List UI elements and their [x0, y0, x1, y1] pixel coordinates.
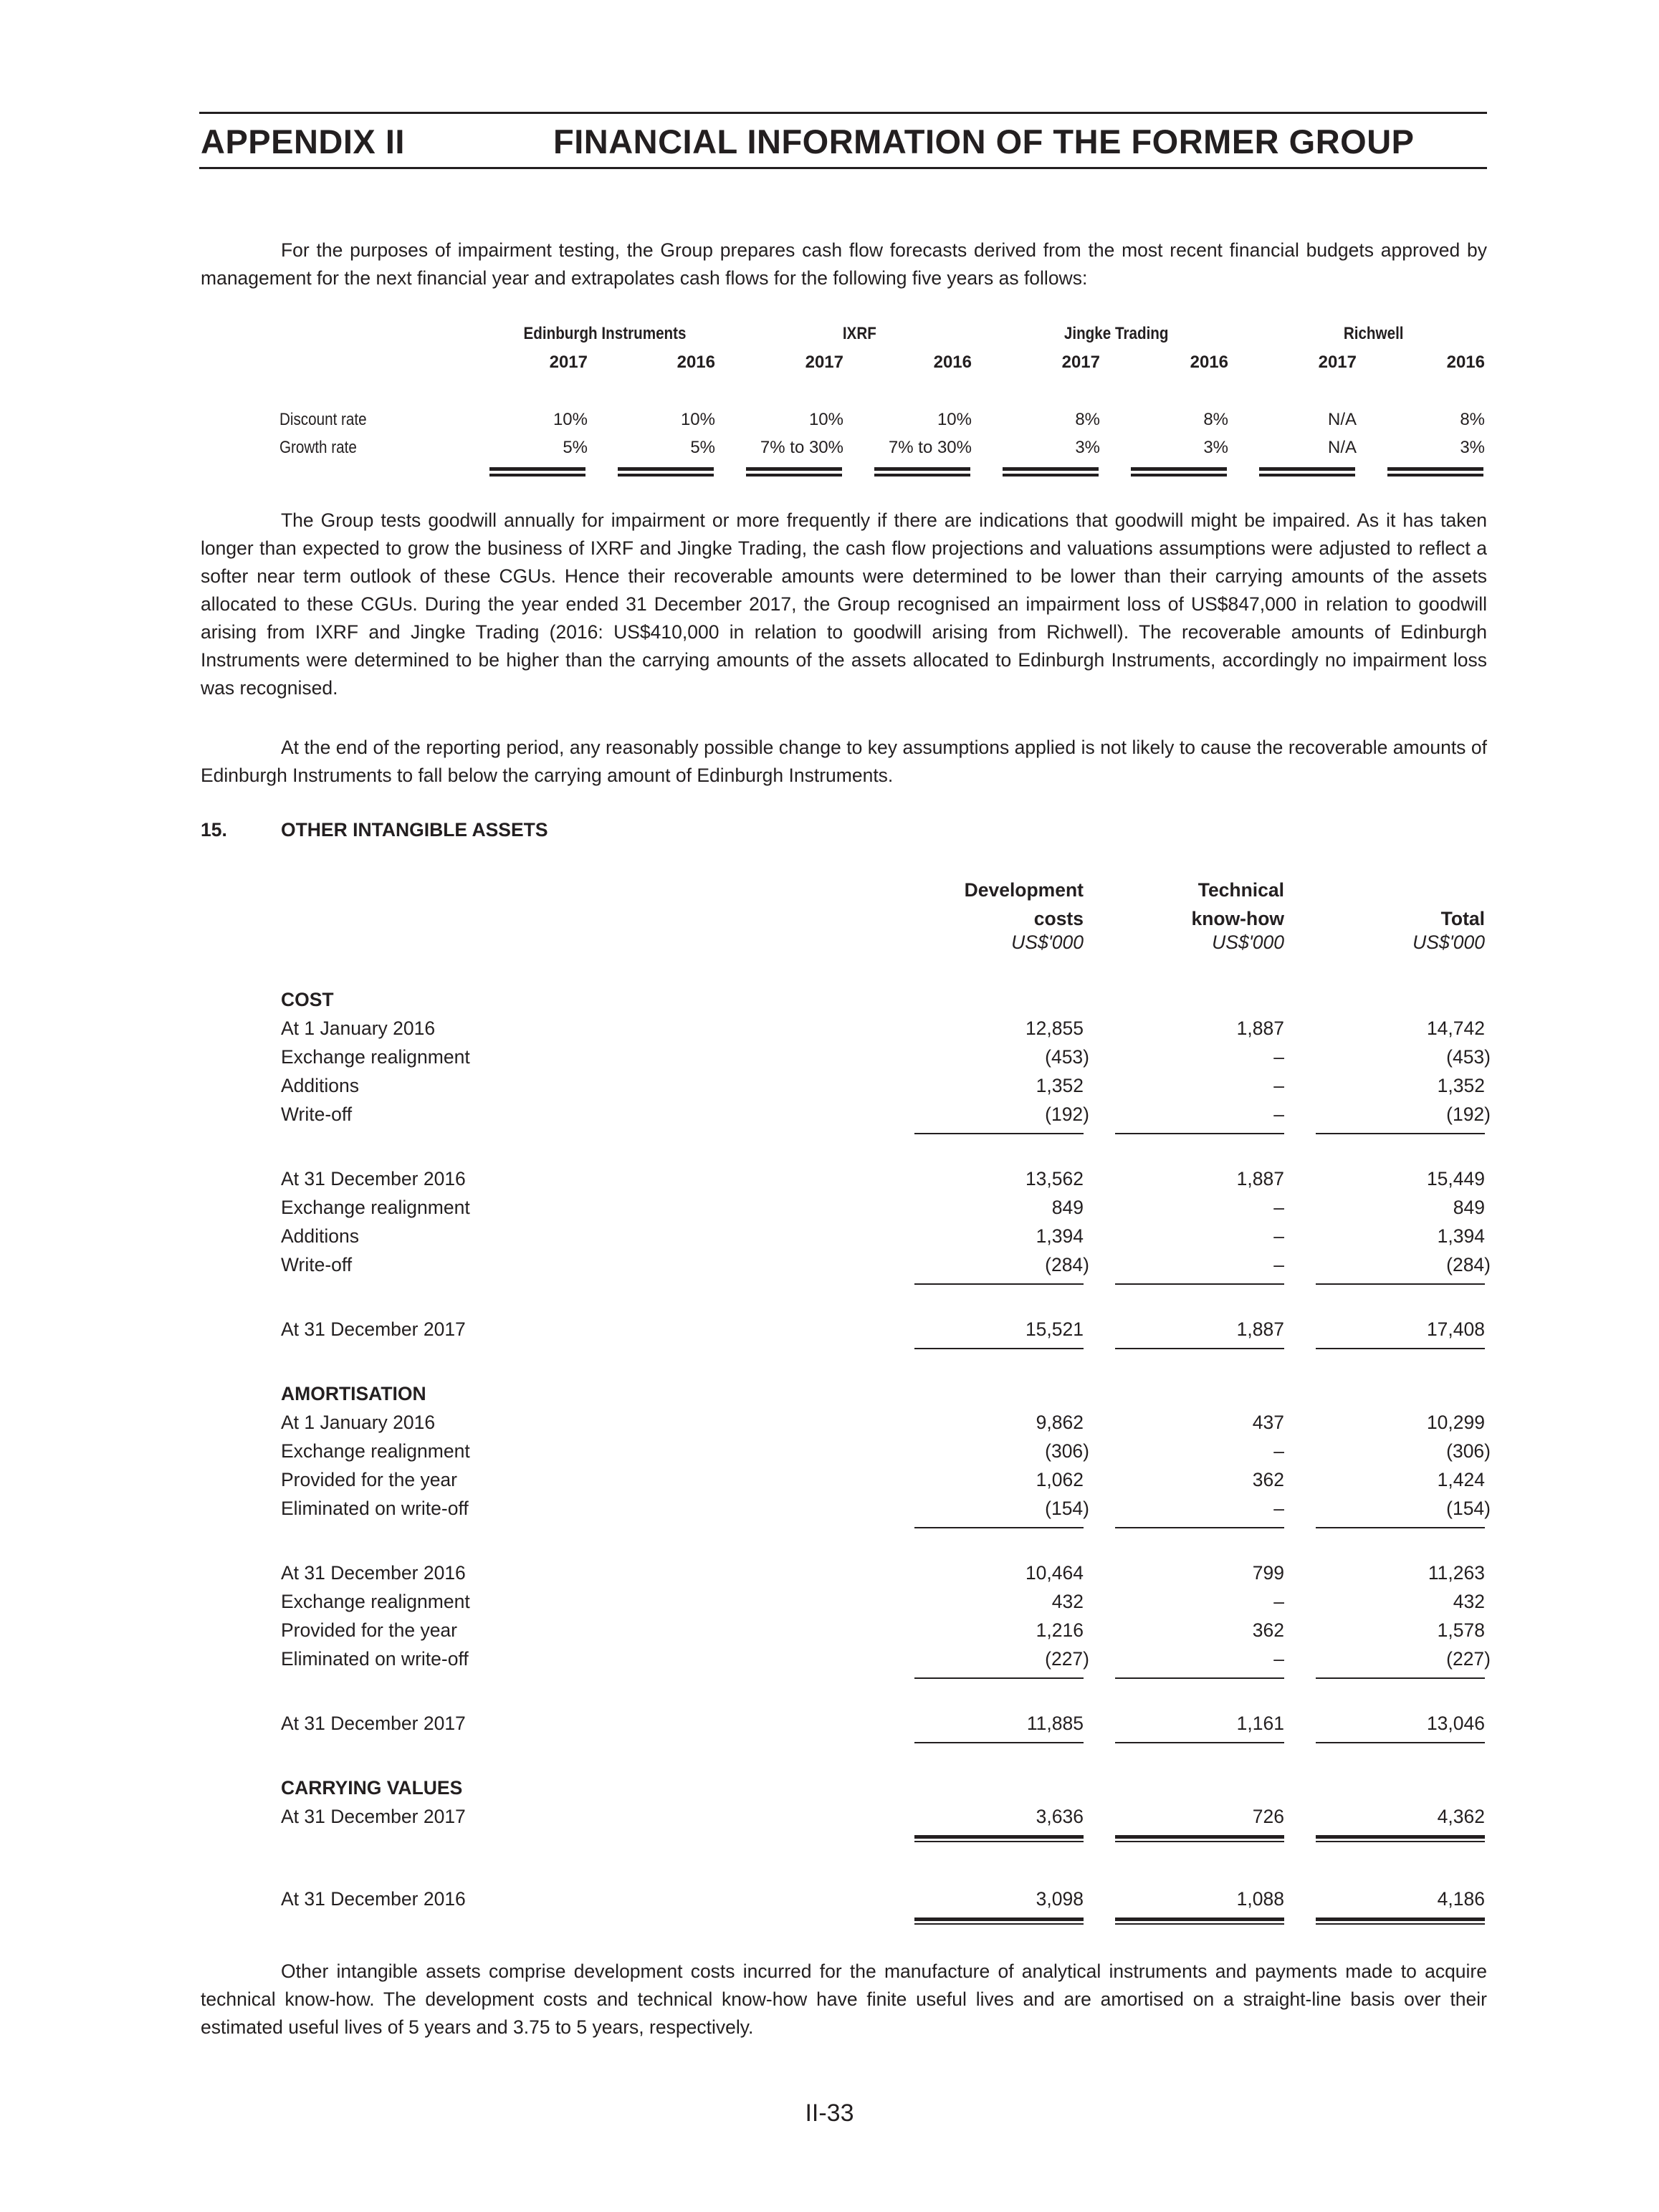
double-rule: [1131, 467, 1227, 477]
subtotal-rule: [1115, 1742, 1284, 1743]
subtotal-rule: [914, 1348, 1084, 1349]
subtotal-rule: [914, 1133, 1084, 1134]
table-cell: (453): [1446, 1046, 1491, 1068]
table-cell: 1,424: [1437, 1469, 1485, 1490]
subtotal-rule: [1316, 1677, 1485, 1679]
section-title: OTHER INTANGIBLE ASSETS: [281, 819, 548, 841]
subtotal-rule: [1115, 1677, 1284, 1679]
subtotal-rule: [914, 1283, 1084, 1285]
subtotal-rule: [914, 1677, 1084, 1679]
table-cell: 10,464: [1025, 1562, 1084, 1584]
table-cell: 1,887: [1236, 1018, 1284, 1039]
double-rule: [1259, 467, 1355, 477]
table-cell: 1,887: [1236, 1168, 1284, 1189]
subtotal-rule: [914, 1527, 1084, 1528]
column-header-line: costs: [1033, 908, 1084, 929]
table-cell: 8%: [1203, 410, 1228, 429]
table-cell: (284): [1446, 1254, 1491, 1275]
table-cell: 13,562: [1025, 1168, 1084, 1189]
table-cell: 1,394: [1437, 1225, 1485, 1247]
group-header-edinburgh: Edinburgh Instruments: [523, 324, 687, 343]
double-rule: [618, 467, 714, 477]
row-label: At 31 December 2016: [281, 1562, 466, 1584]
subtotal-rule: [1115, 1348, 1284, 1349]
row-label: At 31 December 2017: [281, 1318, 466, 1340]
table-cell: 9,862: [1036, 1412, 1084, 1433]
table-cell: –: [1273, 1440, 1284, 1462]
table-cell: 1,352: [1437, 1075, 1485, 1096]
row-label-discount-rate: Discount rate: [279, 410, 367, 429]
table-cell: (192): [1045, 1103, 1089, 1125]
double-rule: [1316, 1917, 1485, 1925]
table-cell: 11,263: [1428, 1562, 1485, 1584]
page-number: II-33: [805, 2100, 854, 2127]
table-cell: 11,885: [1026, 1713, 1084, 1734]
table-cell: –: [1273, 1498, 1284, 1519]
group-header-ixrf: IXRF: [842, 324, 876, 343]
table-cell: 1,578: [1437, 1619, 1485, 1641]
row-label: At 1 January 2016: [281, 1018, 436, 1039]
subtotal-rule: [1115, 1133, 1284, 1134]
table-cell: 7% to 30%: [888, 438, 972, 457]
column-header-development: [912, 876, 1084, 933]
cost-heading: COST: [281, 989, 334, 1010]
group-header-richwell: Richwell: [1343, 324, 1404, 343]
table-cell: 10,299: [1426, 1412, 1485, 1433]
table-cell: 12,855: [1025, 1018, 1084, 1039]
goodwill-text: The Group tests goodwill annually for impairment or more frequently if there are indications that goodwill might be impaired. As it has taken longer than expected to grow the business of IXRF and Jingke Trading, the cash flow projections and valuations assumptions were adjusted to reflect a softer near term outlook of these CGUs. Hence their recoverable amounts were determined to be lower than their carrying amounts of the assets allocated to these CGUs. During the year ended 31 December 2017, the Group recognised an impairment loss of US$847,000 in relation to goodwill arising from IXRF and Jingke Trading (2016: US$410,000 in relation to goodwill arising from Richwell). The recoverable amounts of Edinburgh Instruments were determined to be higher than the carrying amounts of the assets allocated to Edinburgh Instruments, accordingly no impairment loss was recognised.: [201, 509, 1487, 699]
table-cell: 1,887: [1236, 1318, 1284, 1340]
table-cell: 4,186: [1437, 1888, 1485, 1910]
row-label-growth-rate: Growth rate: [279, 438, 357, 457]
table-cell: 15,521: [1025, 1318, 1084, 1340]
column-header-line: Development: [964, 879, 1084, 901]
column-header-line: Technical: [1197, 879, 1284, 901]
table-cell: –: [1273, 1046, 1284, 1068]
year-header: 2017: [805, 353, 843, 372]
table-cell: 5%: [563, 438, 588, 457]
table-cell: (284): [1045, 1254, 1089, 1275]
table-cell: (306): [1045, 1440, 1089, 1462]
row-label: At 1 January 2016: [281, 1412, 436, 1433]
table-cell: 1,088: [1236, 1888, 1284, 1910]
table-cell: (227): [1045, 1648, 1089, 1670]
table-cell: 3,636: [1036, 1806, 1084, 1827]
row-label: Eliminated on write-off: [281, 1498, 469, 1519]
page-title: FINANCIAL INFORMATION OF THE FORMER GROUP: [553, 123, 1415, 161]
table-cell: 432: [1051, 1591, 1084, 1612]
header-top-rule: [199, 112, 1487, 114]
double-rule: [746, 467, 842, 477]
table-cell: 437: [1252, 1412, 1284, 1433]
table-cell: –: [1273, 1254, 1284, 1275]
subtotal-rule: [1316, 1527, 1485, 1528]
table-cell: 15,449: [1426, 1168, 1485, 1189]
intro-paragraph: [201, 236, 1487, 292]
table-cell: 17,408: [1426, 1318, 1485, 1340]
subtotal-rule: [1316, 1133, 1485, 1134]
table-cell: 5%: [690, 438, 715, 457]
table-cell: 432: [1453, 1591, 1485, 1612]
row-label: At 31 December 2017: [281, 1713, 466, 1734]
table-cell: (154): [1446, 1498, 1491, 1519]
table-cell: 3%: [1203, 438, 1228, 457]
row-label: Write-off: [281, 1103, 353, 1125]
table-cell: (227): [1446, 1648, 1491, 1670]
year-header: 2016: [933, 353, 972, 372]
table-cell: 3%: [1460, 438, 1485, 457]
table-cell: –: [1273, 1225, 1284, 1247]
table-cell: –: [1273, 1591, 1284, 1612]
double-rule: [1003, 467, 1099, 477]
table-cell: 1,394: [1036, 1225, 1084, 1247]
goodwill-paragraph: [201, 507, 1487, 702]
table-cell: (453): [1045, 1046, 1089, 1068]
subtotal-rule: [1115, 1527, 1284, 1528]
amortisation-heading: AMORTISATION: [281, 1383, 426, 1404]
table-cell: (154): [1045, 1498, 1089, 1519]
row-label: Provided for the year: [281, 1469, 457, 1490]
table-cell: –: [1273, 1075, 1284, 1096]
double-rule: [1115, 1835, 1284, 1842]
table-cell: 10%: [808, 410, 843, 429]
double-rule: [914, 1917, 1084, 1925]
table-cell: 8%: [1460, 410, 1485, 429]
table-cell: N/A: [1327, 410, 1357, 429]
table-cell: 10%: [680, 410, 715, 429]
double-rule: [874, 467, 970, 477]
appendix-label: APPENDIX II: [201, 123, 405, 161]
row-label: Eliminated on write-off: [281, 1648, 469, 1670]
table-cell: 14,742: [1426, 1018, 1485, 1039]
assumption-paragraph: [201, 734, 1487, 790]
column-header-technical: [1112, 876, 1284, 933]
assumption-text: At the end of the reporting period, any reasonably possible change to key assumptions applied is not likely to cause the recoverable amounts of Edinburgh Instruments to fall below the carrying amount of Edinburgh Instruments.: [201, 737, 1487, 786]
table-cell: 1,352: [1036, 1075, 1084, 1096]
header-bottom-rule: [199, 167, 1487, 169]
table-cell: 1,216: [1036, 1619, 1084, 1641]
column-unit: US$'000: [1011, 932, 1084, 953]
row-label: At 31 December 2016: [281, 1168, 466, 1189]
table-cell: 10%: [937, 410, 972, 429]
table-cell: 799: [1252, 1562, 1284, 1584]
table-cell: 362: [1252, 1619, 1284, 1641]
column-unit: US$'000: [1212, 932, 1284, 953]
row-label: At 31 December 2017: [281, 1806, 466, 1827]
subtotal-rule: [1115, 1283, 1284, 1285]
double-rule: [1316, 1835, 1485, 1842]
column-header-line: [1313, 876, 1485, 904]
subtotal-rule: [914, 1742, 1084, 1743]
table-cell: 849: [1453, 1197, 1485, 1218]
year-header: 2016: [676, 353, 715, 372]
row-label: Provided for the year: [281, 1619, 457, 1641]
subtotal-rule: [1316, 1348, 1485, 1349]
row-label: At 31 December 2016: [281, 1888, 466, 1910]
row-label: Exchange realignment: [281, 1197, 470, 1218]
group-header-jingke: Jingke Trading: [1063, 324, 1169, 343]
table-cell: 1,161: [1236, 1713, 1284, 1734]
column-header-line: Total: [1440, 908, 1485, 929]
table-cell: N/A: [1327, 438, 1357, 457]
closing-paragraph: [201, 1958, 1487, 2041]
column-header-line: know-how: [1191, 908, 1284, 929]
table-cell: 4,362: [1437, 1806, 1485, 1827]
double-rule: [489, 467, 585, 477]
column-header-total: [1313, 876, 1485, 933]
section-number: 15.: [201, 819, 227, 841]
double-rule: [1387, 467, 1483, 477]
year-header: 2016: [1190, 353, 1228, 372]
subtotal-rule: [1316, 1742, 1485, 1743]
table-cell: (306): [1446, 1440, 1491, 1462]
table-cell: 849: [1051, 1197, 1084, 1218]
row-label: Exchange realignment: [281, 1046, 470, 1068]
carrying-values-heading: CARRYING VALUES: [281, 1777, 463, 1799]
double-rule: [1115, 1917, 1284, 1925]
table-cell: 362: [1252, 1469, 1284, 1490]
table-cell: –: [1273, 1197, 1284, 1218]
table-cell: –: [1273, 1103, 1284, 1125]
intro-text: For the purposes of impairment testing, the Group prepares cash flow forecasts derived from the most recent financial budgets approved by management for the next financial year and extrapolates cash flows for the following five years as follows:: [201, 239, 1487, 289]
year-header: 2017: [1061, 353, 1100, 372]
row-label: Exchange realignment: [281, 1440, 470, 1462]
table-cell: 3%: [1075, 438, 1100, 457]
closing-text: Other intangible assets comprise development costs incurred for the manufacture of analytical instruments and payments made to acquire technical know-how. The development costs and technical know-how have finite useful lives and are amortised on a straight-line basis over their estimated useful lives of 5 years and 3.75 to 5 years, respectively.: [201, 1960, 1487, 2038]
table-cell: 1,062: [1036, 1469, 1084, 1490]
year-header: 2016: [1446, 353, 1485, 372]
row-label: Additions: [281, 1225, 360, 1247]
double-rule: [914, 1835, 1084, 1842]
row-label: Write-off: [281, 1254, 353, 1275]
row-label: Exchange realignment: [281, 1591, 470, 1612]
table-cell: (192): [1446, 1103, 1491, 1125]
year-header: 2017: [549, 353, 588, 372]
table-cell: 10%: [553, 410, 588, 429]
subtotal-rule: [1316, 1283, 1485, 1285]
table-cell: 13,046: [1426, 1713, 1485, 1734]
table-cell: 726: [1252, 1806, 1284, 1827]
year-header: 2017: [1318, 353, 1357, 372]
table-cell: 3,098: [1036, 1888, 1084, 1910]
table-cell: 8%: [1075, 410, 1100, 429]
row-label: Additions: [281, 1075, 360, 1096]
table-cell: –: [1273, 1648, 1284, 1670]
column-unit: US$'000: [1412, 932, 1485, 953]
table-cell: 7% to 30%: [760, 438, 843, 457]
